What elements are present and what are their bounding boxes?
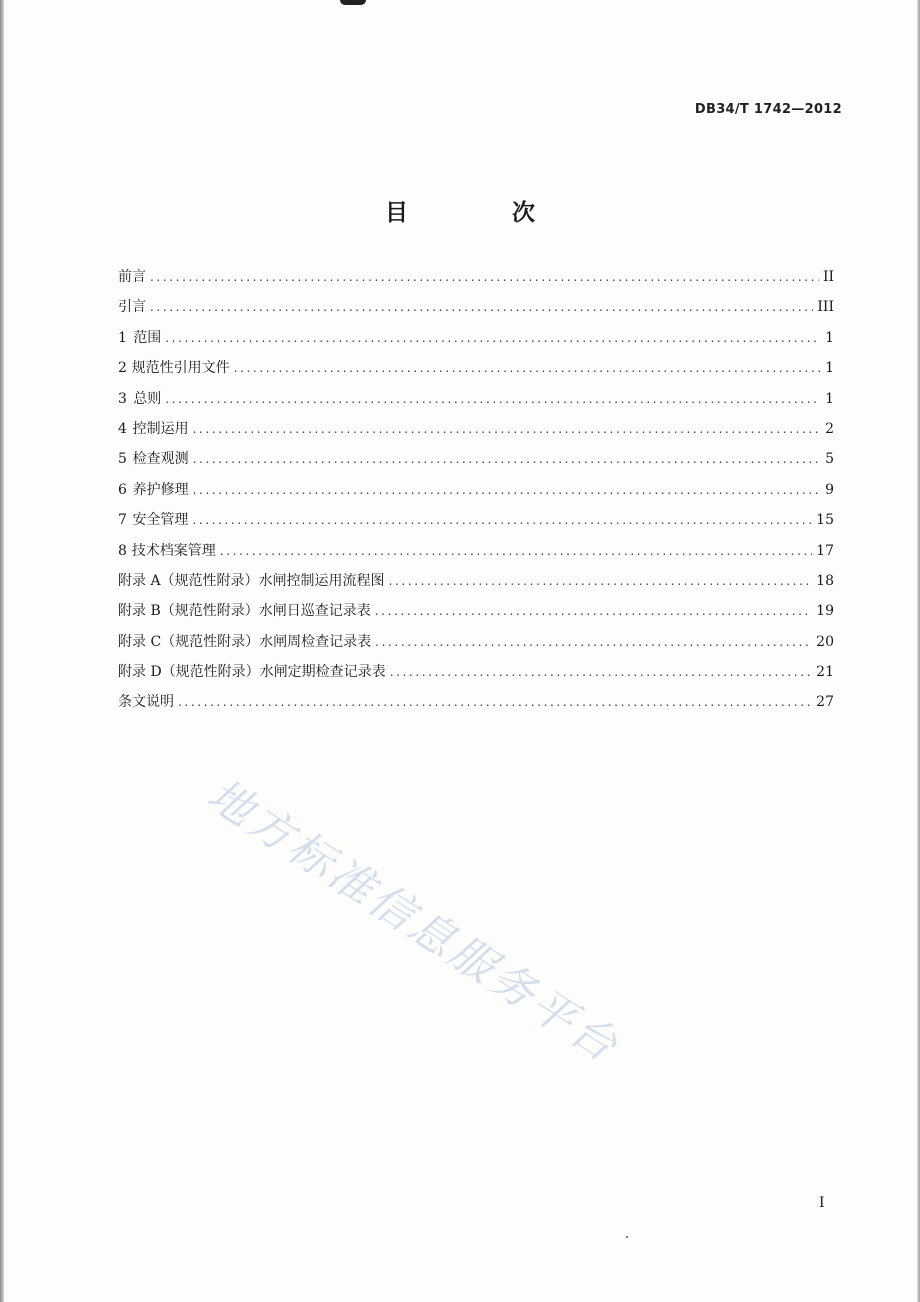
toc-appendix-b[interactable] bbox=[118, 600, 834, 630]
leader-dots bbox=[193, 452, 820, 466]
toc-label: 范围 bbox=[133, 329, 162, 346]
toc-entry-3[interactable] bbox=[118, 388, 834, 418]
leader-dots bbox=[165, 331, 820, 345]
toc-page-number: 17 bbox=[816, 542, 834, 559]
toc-page-number: II bbox=[822, 269, 834, 285]
binding-mark bbox=[340, 0, 366, 5]
toc-page-number: 1 bbox=[825, 329, 834, 346]
toc-entry-5[interactable] bbox=[118, 448, 834, 478]
page-number: I bbox=[819, 1195, 825, 1211]
toc-entry-7[interactable] bbox=[118, 509, 834, 539]
appendix-prefix: 附录 B（规范性附录） bbox=[118, 603, 259, 620]
leader-dots bbox=[193, 483, 820, 497]
toc-page-number: 21 bbox=[816, 664, 834, 681]
toc-entry-foreword[interactable] bbox=[118, 266, 834, 296]
leader-dots bbox=[389, 574, 813, 588]
document-code: DB34/T 1742—2012 bbox=[694, 102, 842, 117]
toc-page-number: 2 bbox=[825, 420, 834, 437]
toc-section-number: 3 bbox=[118, 390, 127, 407]
toc-page-number: 1 bbox=[825, 360, 834, 377]
toc-entry-1[interactable] bbox=[118, 327, 834, 357]
toc-page-number: 20 bbox=[816, 633, 834, 650]
scan-speck bbox=[626, 1236, 628, 1238]
toc-label: 规范性引用文件 bbox=[131, 360, 230, 377]
toc-page-number: 19 bbox=[816, 603, 834, 620]
toc-section-number: 2 bbox=[118, 360, 127, 377]
toc-label: 前言 bbox=[118, 269, 146, 285]
appendix-prefix: 附录 A（规范性附录） bbox=[118, 572, 259, 589]
toc-page-number: 27 bbox=[816, 694, 834, 711]
toc-label: 养护修理 bbox=[132, 481, 189, 498]
toc-entry-6[interactable] bbox=[118, 479, 834, 509]
toc-section-number: 7 bbox=[118, 512, 127, 529]
appendix-prefix: 附录 C（规范性附录） bbox=[118, 633, 260, 650]
toc-label: 技术档案管理 bbox=[131, 542, 216, 559]
toc-label: 水闸周检查记录表 bbox=[259, 633, 372, 650]
toc-page-number: 5 bbox=[825, 451, 834, 468]
leader-dots bbox=[150, 300, 813, 314]
toc-page-number: 1 bbox=[825, 390, 834, 407]
page-title: 目 次 bbox=[384, 200, 583, 226]
toc-entry-explanation[interactable] bbox=[118, 691, 834, 721]
toc-page-number: III bbox=[817, 299, 834, 316]
leader-dots bbox=[150, 270, 819, 284]
toc-label: 水闸定期检查记录表 bbox=[259, 664, 386, 681]
toc-appendix-d[interactable] bbox=[118, 661, 834, 691]
toc-section-number: 5 bbox=[118, 451, 127, 468]
toc-section-number: 6 bbox=[118, 481, 127, 498]
toc-entry-8[interactable] bbox=[118, 540, 834, 570]
toc-page-number: 15 bbox=[816, 512, 834, 529]
table-of-contents bbox=[118, 266, 834, 722]
toc-label: 总则 bbox=[133, 390, 162, 407]
leader-dots bbox=[178, 695, 812, 709]
leader-dots bbox=[220, 544, 812, 558]
toc-label: 条文说明 bbox=[118, 694, 174, 711]
toc-page-number: 9 bbox=[825, 481, 834, 498]
toc-label: 检查观测 bbox=[132, 451, 189, 468]
toc-entry-introduction[interactable] bbox=[118, 296, 834, 326]
watermark: 地方标准信息服务平台 bbox=[198, 769, 629, 1074]
toc-entry-4[interactable] bbox=[118, 418, 834, 448]
leader-dots bbox=[390, 665, 812, 679]
leader-dots bbox=[234, 361, 820, 375]
leader-dots bbox=[165, 392, 820, 406]
toc-section-number: 1 bbox=[118, 329, 127, 346]
toc-page-number: 18 bbox=[816, 572, 834, 589]
toc-label: 引言 bbox=[118, 299, 146, 316]
leader-dots bbox=[193, 422, 820, 436]
leader-dots bbox=[192, 513, 812, 527]
toc-appendix-c[interactable] bbox=[118, 631, 834, 661]
toc-label: 水闸日巡查记录表 bbox=[258, 603, 371, 620]
toc-label: 水闸控制运用流程图 bbox=[258, 572, 385, 589]
appendix-prefix: 附录 D（规范性附录） bbox=[118, 664, 260, 681]
leader-dots bbox=[375, 635, 812, 649]
toc-entry-2[interactable] bbox=[118, 357, 834, 387]
leader-dots bbox=[375, 604, 812, 618]
toc-label: 安全管理 bbox=[132, 512, 189, 529]
toc-appendix-a[interactable] bbox=[118, 570, 834, 600]
toc-label: 控制运用 bbox=[132, 420, 189, 437]
toc-section-number: 4 bbox=[118, 420, 127, 437]
toc-section-number: 8 bbox=[118, 542, 127, 559]
